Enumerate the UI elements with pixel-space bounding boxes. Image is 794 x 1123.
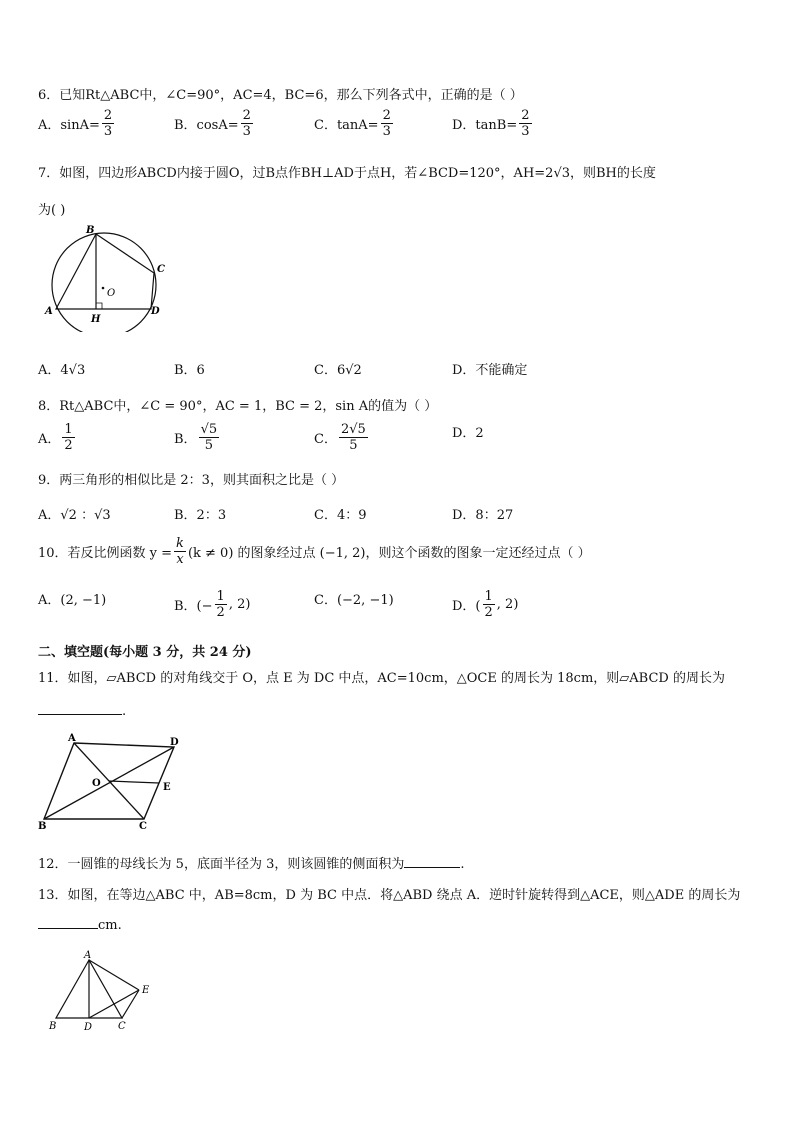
q6-option-c-label: C．tanA=: [314, 118, 379, 133]
q13-segment-ae: [89, 960, 139, 990]
q7-label-c: C: [157, 264, 165, 275]
section-heading: 二、填空题(每小题 3 分，共 24 分): [38, 645, 252, 660]
q11-answer-blank[interactable]: [38, 700, 122, 715]
q9-option-d[interactable]: D．8：27: [452, 508, 514, 523]
q6-stem: 6．已知Rt△ABC中，∠C=90°，AC=4，BC=6，那么下列各式中，正确的是（ ）: [38, 88, 523, 103]
q7-right-angle-mark: [96, 303, 102, 309]
q10-option-c[interactable]: C．(−2, −1): [314, 593, 394, 608]
q9-option-a[interactable]: A．√2 ：√3: [38, 508, 111, 523]
q9-option-c[interactable]: C．4：9: [314, 508, 367, 523]
q7-options: [38, 359, 758, 399]
q10-options: [38, 589, 758, 629]
q6-option-c[interactable]: [314, 108, 395, 139]
q10-option-d-frac: [483, 589, 495, 620]
frac-den: 2: [216, 605, 225, 620]
q7-option-c[interactable]: C．6√2: [314, 363, 362, 378]
q13-segment-de: [89, 990, 139, 1018]
q7-option-b[interactable]: B．6: [174, 363, 205, 378]
q13-figure: [42, 948, 162, 1036]
q10-option-d-post: , 2): [496, 597, 519, 612]
q13-answer-blank[interactable]: [38, 916, 98, 929]
q7-center-dot: [102, 287, 105, 290]
q11-figure: [34, 733, 194, 833]
q8-option-a[interactable]: [38, 422, 77, 453]
q10-option-a[interactable]: A．(2, −1): [38, 593, 107, 608]
q10-stem-frac: [174, 536, 186, 567]
q13-label-d: D: [84, 1022, 93, 1033]
q9-stem: 9．两三角形的相似比是 2：3，则其面积之比是（ ）: [38, 473, 345, 488]
frac-num: 1: [484, 589, 493, 604]
frac-num: 2: [382, 108, 391, 123]
q13-answer-line: [38, 916, 122, 933]
q11-segment-oe: [109, 781, 159, 783]
frac-den: 5: [349, 438, 358, 453]
q13-label-e: E: [142, 985, 150, 996]
q7-option-d[interactable]: D．不能确定: [452, 363, 528, 378]
q10-stem: [38, 536, 591, 567]
q13-end: cm.: [98, 918, 122, 933]
frac-num: 2: [103, 108, 113, 123]
q12-end: .: [460, 857, 465, 872]
q10-option-d[interactable]: [452, 589, 518, 620]
frac-num: 1: [216, 589, 225, 604]
q7-stem-2: 为( ): [38, 203, 66, 218]
q11-label-e: E: [163, 782, 171, 793]
q6-option-b[interactable]: [174, 108, 255, 139]
q7-label-b: B: [86, 225, 95, 236]
q7-label-h: H: [91, 314, 101, 325]
frac-num: 2: [521, 108, 530, 123]
q11-stem: 11．如图，▱ABCD 的对角线交于 O，点 E 为 DC 中点，AC=10cm，△OCE 的周长为 18cm，则▱ABCD 的周长为: [38, 671, 725, 686]
q11-label-a: A: [68, 733, 76, 744]
q10-option-d-pre: D．(: [452, 599, 481, 614]
q10-option-b-frac: [215, 589, 227, 620]
q6-option-d-frac: [519, 108, 531, 139]
frac-num: 1: [64, 422, 73, 437]
q6-option-b-label: B．cosA=: [174, 118, 239, 133]
frac-den: 3: [521, 124, 530, 139]
q6-option-d[interactable]: [452, 108, 534, 139]
frac-num: 2: [242, 108, 251, 123]
q6-options: [38, 108, 758, 148]
q10-stem-pre: 10．若反比例函数 y =: [38, 546, 173, 561]
q7-circle: [52, 233, 156, 332]
q13-label-a: A: [84, 950, 92, 961]
q9-option-b[interactable]: B．2：3: [174, 508, 227, 523]
q12-stem: 12．一圆锥的母线长为 5，底面半径为 3，则该圆锥的侧面积为: [38, 857, 405, 872]
frac-den: 2: [64, 438, 73, 453]
q8-option-b-frac: [199, 422, 220, 453]
q8-option-c-label: C．: [314, 432, 337, 447]
frac-den: x: [176, 552, 184, 567]
q8-option-c-frac: [339, 422, 368, 453]
q8-option-c[interactable]: [314, 422, 370, 453]
q11-label-o: O: [92, 778, 101, 789]
q11-label-d: D: [170, 737, 179, 748]
q6-option-a-frac: [102, 108, 114, 139]
q6-option-a-label: A．sinA=: [38, 118, 100, 133]
q11-label-b: B: [38, 821, 47, 832]
q12-answer-blank[interactable]: [404, 855, 460, 868]
q11-label-c: C: [139, 821, 147, 832]
q7-label-d: D: [151, 306, 160, 317]
q13-label-c: C: [118, 1021, 126, 1032]
q10-option-b-pre: B．(−: [174, 599, 213, 614]
q8-options: [38, 422, 758, 462]
q10-option-b[interactable]: [174, 589, 250, 620]
q8-option-a-label: A．: [38, 432, 61, 447]
q8-option-b-label: B．: [174, 432, 197, 447]
q13-label-b: B: [49, 1021, 57, 1032]
q12-stem-line: [38, 853, 465, 872]
frac-den: 5: [204, 438, 213, 453]
q7-label-a: A: [45, 306, 53, 317]
q10-option-b-post: , 2): [228, 597, 251, 612]
frac-num: √5: [200, 422, 218, 437]
q6-option-a[interactable]: [38, 108, 116, 139]
frac-num: 2√5: [340, 422, 366, 437]
q11-end: .: [122, 704, 127, 719]
q11-answer-line: [38, 700, 126, 719]
q13-stem: 13．如图，在等边△ABC 中，AB=8cm，D 为 BC 中点．将△ABD 绕点 A．逆时针旋转得到△ACE，则△ADE 的周长为: [38, 888, 741, 903]
q7-stem: 7．如图，四边形ABCD内接于圆O，过B点作BH⊥AD于点H，若∠BCD=120°，AH=2√3，则BH的长度: [38, 166, 656, 181]
frac-den: 3: [242, 124, 251, 139]
q7-figure: [36, 222, 176, 332]
frac-den: 3: [103, 124, 113, 139]
q8-option-d[interactable]: D．2: [452, 426, 484, 441]
q8-option-b[interactable]: [174, 422, 221, 453]
q8-stem: 8．Rt△ABC中，∠C = 90°，AC = 1，BC = 2，sin A的值为（ ）: [38, 399, 438, 414]
frac-den: 3: [382, 124, 391, 139]
q8-option-a-frac: [62, 422, 74, 453]
q6-option-d-label: D．tanB=: [452, 118, 518, 133]
q7-option-a[interactable]: A．4√3: [38, 363, 86, 378]
q6-option-c-frac: [381, 108, 393, 139]
frac-num: k: [176, 536, 184, 551]
q7-label-o: O: [107, 288, 116, 299]
q10-stem-post: (k ≠ 0) 的图象经过点 (−1, 2)，则这个函数的图象一定还经过点（ ）: [187, 546, 591, 561]
frac-den: 2: [484, 605, 493, 620]
q6-option-b-frac: [241, 108, 253, 139]
